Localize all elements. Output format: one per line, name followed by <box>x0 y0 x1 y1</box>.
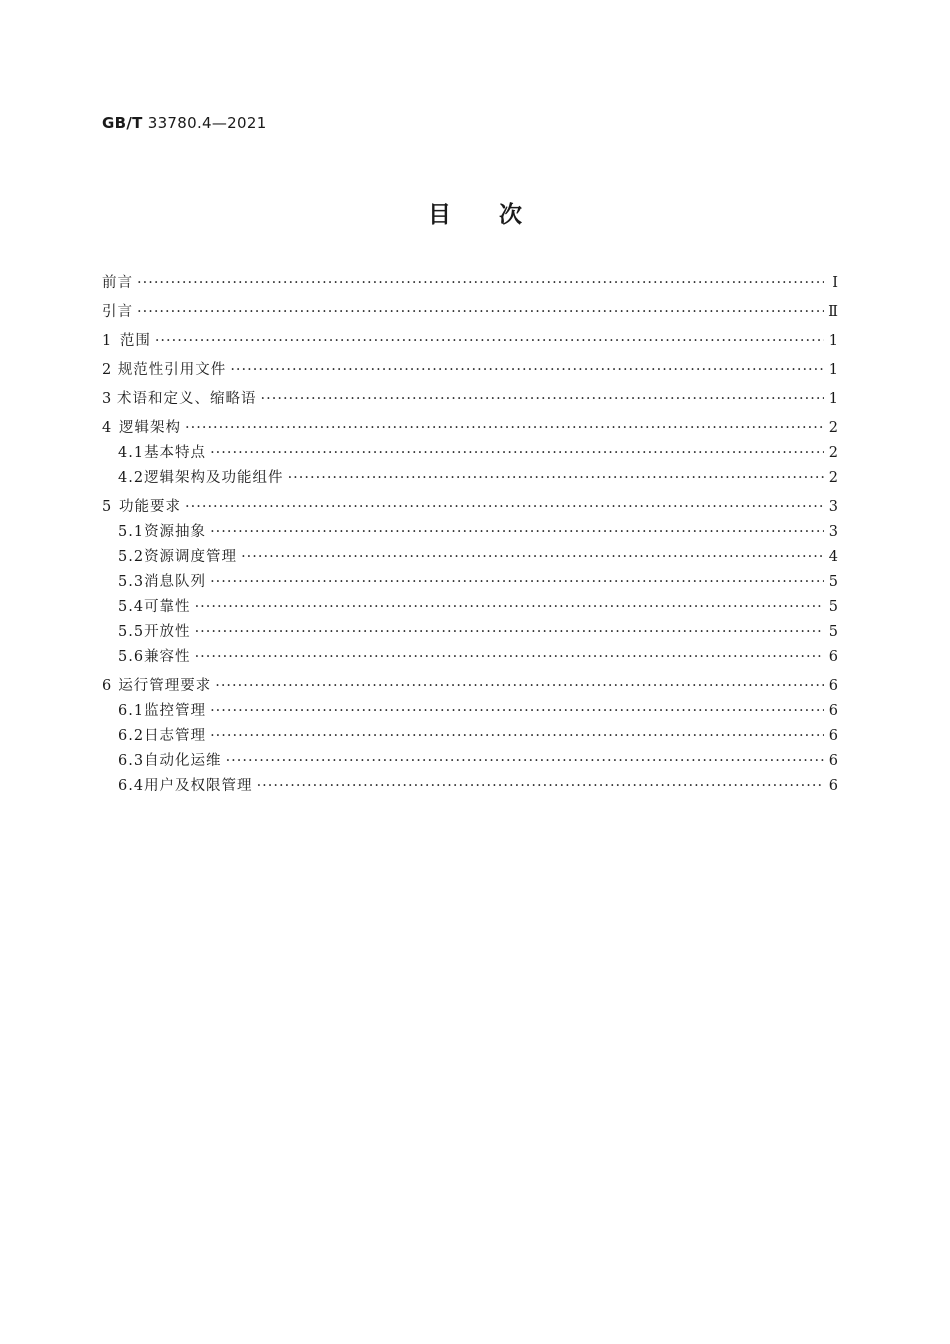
toc-entry-number: 1 <box>102 333 113 349</box>
toc-entry-page: 6 <box>828 703 838 719</box>
toc-entry-label: 范围 <box>119 333 151 349</box>
toc-entry-label: 引言 <box>102 304 133 320</box>
toc-entry-label: 逻辑架构及功能组件 <box>144 470 284 486</box>
toc-entry-number: 6.1 <box>118 703 145 719</box>
toc-entry[interactable] <box>102 387 838 412</box>
toc-entry-label: 用户及权限管理 <box>144 778 253 794</box>
dot-leader <box>226 753 824 769</box>
toc-entry[interactable] <box>102 300 838 325</box>
toc-entry-number: 4.2 <box>118 470 145 486</box>
dot-leader <box>215 678 824 694</box>
dot-leader <box>185 499 824 515</box>
toc-title: 目次 <box>428 202 570 228</box>
toc-entry-label: 基本特点 <box>144 445 207 461</box>
toc-entry[interactable] <box>102 441 838 466</box>
toc-entry[interactable] <box>102 358 838 383</box>
toc-entry-label: 运行管理要求 <box>118 678 212 694</box>
toc-entry-page: 6 <box>828 728 838 744</box>
toc-entry[interactable] <box>102 329 838 354</box>
toc-entry-page: 6 <box>828 778 838 794</box>
toc-entry[interactable] <box>102 495 838 520</box>
toc-entry-number: 6.2 <box>118 728 145 744</box>
toc-entry-label: 规范性引用文件 <box>117 362 227 378</box>
toc-entry-page: Ⅰ <box>832 275 838 291</box>
toc-entry-page: 3 <box>828 524 838 540</box>
toc-entry[interactable] <box>102 466 838 491</box>
toc-entry-number: 3 <box>102 391 113 407</box>
toc-entry-page: 6 <box>828 649 838 665</box>
toc-entry-number: 5.5 <box>118 624 145 640</box>
toc-entry-label: 消息队列 <box>144 574 207 590</box>
toc-entry-number: 6 <box>102 678 113 694</box>
dot-leader <box>210 524 824 540</box>
dot-leader <box>288 470 824 486</box>
dot-leader <box>195 649 824 665</box>
dot-leader <box>185 420 824 436</box>
toc-entry[interactable] <box>102 520 838 545</box>
table-of-contents <box>102 271 838 799</box>
toc-entry[interactable] <box>102 595 838 620</box>
toc-entry[interactable] <box>102 724 838 749</box>
toc-entry-label: 资源抽象 <box>144 524 207 540</box>
toc-entry-page: 2 <box>828 420 838 436</box>
dot-leader <box>137 275 824 291</box>
toc-entry-number: 5 <box>102 499 113 515</box>
toc-entry-page: 4 <box>828 549 838 565</box>
toc-entry-label: 功能要求 <box>119 499 182 515</box>
toc-entry-page: 6 <box>828 678 838 694</box>
toc-entry-page: 5 <box>828 599 838 615</box>
toc-entry-page: 2 <box>828 470 838 486</box>
toc-entry[interactable] <box>102 271 838 296</box>
toc-entry-number: 5.4 <box>118 599 145 615</box>
toc-entry-number: 5.3 <box>118 574 145 590</box>
toc-entry-page: 5 <box>828 624 838 640</box>
dot-leader <box>210 574 824 590</box>
toc-entry-label: 逻辑架构 <box>119 420 182 436</box>
standard-number: 33780.4—2021 <box>147 114 267 132</box>
toc-entry[interactable] <box>102 749 838 774</box>
toc-entry-page: Ⅱ <box>828 304 838 320</box>
dot-leader <box>210 445 824 461</box>
dot-leader <box>230 362 824 378</box>
dot-leader <box>155 333 824 349</box>
toc-entry-number: 6.4 <box>118 778 145 794</box>
toc-entry[interactable] <box>102 620 838 645</box>
toc-entry[interactable] <box>102 774 838 799</box>
toc-entry-label: 日志管理 <box>144 728 207 744</box>
toc-entry-label: 自动化运维 <box>144 753 222 769</box>
standard-code <box>102 114 267 132</box>
dot-leader <box>257 778 824 794</box>
toc-entry-number: 2 <box>102 362 113 378</box>
toc-entry-number: 6.3 <box>118 753 145 769</box>
dot-leader <box>261 391 824 407</box>
toc-entry-label: 开放性 <box>144 624 191 640</box>
toc-entry-number: 5.2 <box>118 549 145 565</box>
toc-entry[interactable] <box>102 674 838 699</box>
toc-entry-label: 资源调度管理 <box>144 549 238 565</box>
dot-leader <box>195 624 824 640</box>
toc-entry-page: 1 <box>828 391 838 407</box>
toc-entry[interactable] <box>102 699 838 724</box>
toc-entry-page: 2 <box>828 445 838 461</box>
dot-leader <box>241 549 824 565</box>
toc-entry[interactable] <box>102 545 838 570</box>
toc-entry-number: 5.1 <box>118 524 145 540</box>
toc-entry-page: 1 <box>828 362 838 378</box>
dot-leader <box>210 703 824 719</box>
toc-entry-page: 6 <box>828 753 838 769</box>
toc-entry-number: 4 <box>102 420 113 436</box>
toc-entry-number: 4.1 <box>118 445 145 461</box>
toc-entry-label: 前言 <box>102 275 133 291</box>
toc-entry-number: 5.6 <box>118 649 145 665</box>
toc-entry[interactable] <box>102 416 838 441</box>
toc-entry-page: 3 <box>828 499 838 515</box>
toc-entry-label: 术语和定义、缩略语 <box>117 391 257 407</box>
dot-leader <box>210 728 824 744</box>
toc-entry[interactable] <box>102 570 838 595</box>
toc-entry-page: 1 <box>828 333 838 349</box>
standard-prefix: GB/T <box>102 114 143 132</box>
toc-entry-page: 5 <box>828 574 838 590</box>
toc-entry[interactable] <box>102 645 838 670</box>
dot-leader <box>137 304 824 320</box>
toc-entry-label: 兼容性 <box>144 649 191 665</box>
dot-leader <box>195 599 824 615</box>
toc-entry-label: 监控管理 <box>144 703 207 719</box>
toc-entry-label: 可靠性 <box>144 599 191 615</box>
